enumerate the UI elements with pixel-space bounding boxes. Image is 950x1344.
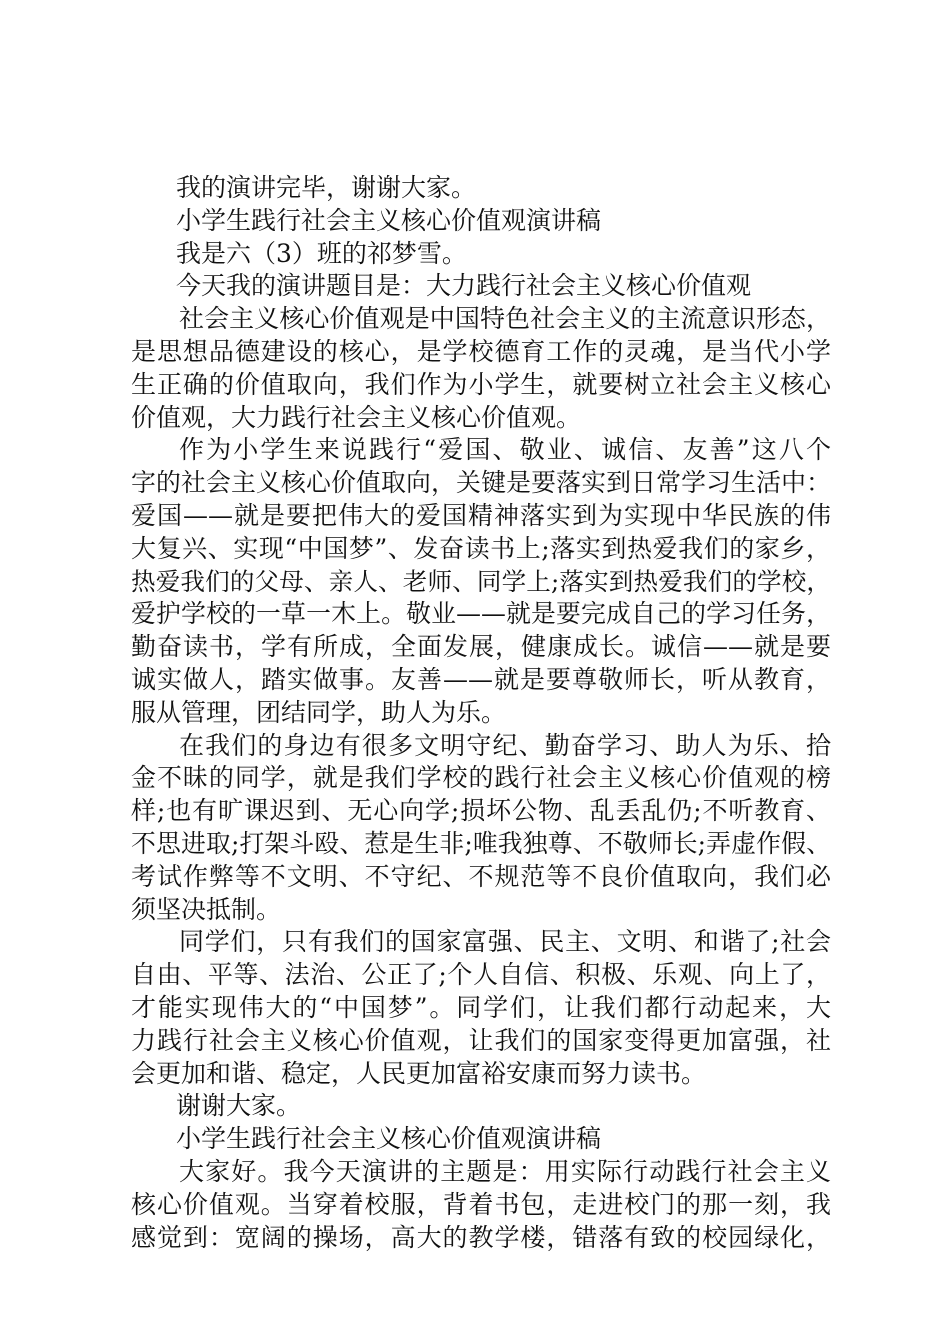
speech-title: 小学生践行社会主义核心价值观演讲稿 [176,1124,602,1154]
text-line: 字的社会主义核心价值取向，关键是要落实到日常学习生活中： [131,468,831,498]
text-line: 会更加和谐、稳定，人民更加富裕安康而努力读书。 [131,1058,707,1088]
text-line: 价值观，大力践行社会主义核心价值观。 [131,402,582,432]
text-line: 我是六（3）班的祁梦雪。 [176,238,467,268]
text-line: 力践行社会主义核心价值观，让我们的国家变得更加富强，社 [131,1025,831,1055]
text-line: 自由、平等、法治、公正了;个人自信、积极、乐观、向上了， [131,960,831,990]
text-line: 是思想品德建设的核心，是学校德育工作的灵魂，是当代小学 [131,336,831,366]
text-line: 热爱我们的父母、亲人、老师、同学上;落实到热爱我们的学校， [131,566,831,596]
text-line: 大复兴、实现“中国梦”、发奋读书上;落实到热爱我们的家乡， [131,533,831,563]
text-line: 不思进取;打架斗殴、惹是生非;唯我独尊、不敬师长;弄虚作假、 [131,828,831,858]
speech-title: 小学生践行社会主义核心价值观演讲稿 [176,205,602,235]
text-line: 考试作弊等不文明、不守纪、不规范等不良价值取向，我们必 [131,861,831,891]
text-line: 须坚决抵制。 [131,894,282,924]
text-line: 核心价值观。当穿着校服，背着书包，走进校门的那一刻，我 [131,1189,831,1219]
text-line: 生正确的价值取向，我们作为小学生，就要树立社会主义核心 [131,369,831,399]
text-line: 才能实现伟大的“中国梦”。同学们，让我们都行动起来，大 [131,992,831,1022]
document-body [131,172,831,1254]
text-line: 金不昧的同学，就是我们学校的践行社会主义核心价值观的榜 [131,763,831,793]
text-line: 爱护学校的一草一木上。敬业——就是要完成自己的学习任务， [131,599,831,629]
text-line: 大家好。我今天演讲的主题是：用实际行动践行社会主义 [179,1156,831,1186]
text-line: 谢谢大家。 [176,1091,302,1121]
text-line: 服从管理，团结同学，助人为乐。 [131,697,507,727]
text-line: 同学们，只有我们的国家富强、民主、文明、和谐了;社会 [179,927,831,957]
text-line: 我的演讲完毕，谢谢大家。 [176,173,477,202]
text-line: 勤奋读书，学有所成，全面发展，健康成长。诚信——就是要 [131,632,831,662]
text-line: 诚实做人，踏实做事。友善——就是要尊敬师长，听从教育， [131,664,831,694]
text-line: 社会主义核心价值观是中国特色社会主义的主流意识形态， [179,304,831,334]
text-line: 作为小学生来说践行“爱国、敬业、诚信、友善”这八个 [179,435,831,465]
text-line: 感觉到：宽阔的操场，高大的教学楼，错落有致的校园绿化， [131,1222,831,1252]
text-line: 在我们的身边有很多文明守纪、勤奋学习、助人为乐、拾 [179,730,831,760]
text-line: 样;也有旷课迟到、无心向学;损坏公物、乱丢乱仍;不听教育、 [131,796,831,826]
text-line: 今天我的演讲题目是：大力践行社会主义核心价值观 [176,271,752,301]
text-line: 爱国——就是要把伟大的爱国精神落实到为实现中华民族的伟 [131,500,831,530]
